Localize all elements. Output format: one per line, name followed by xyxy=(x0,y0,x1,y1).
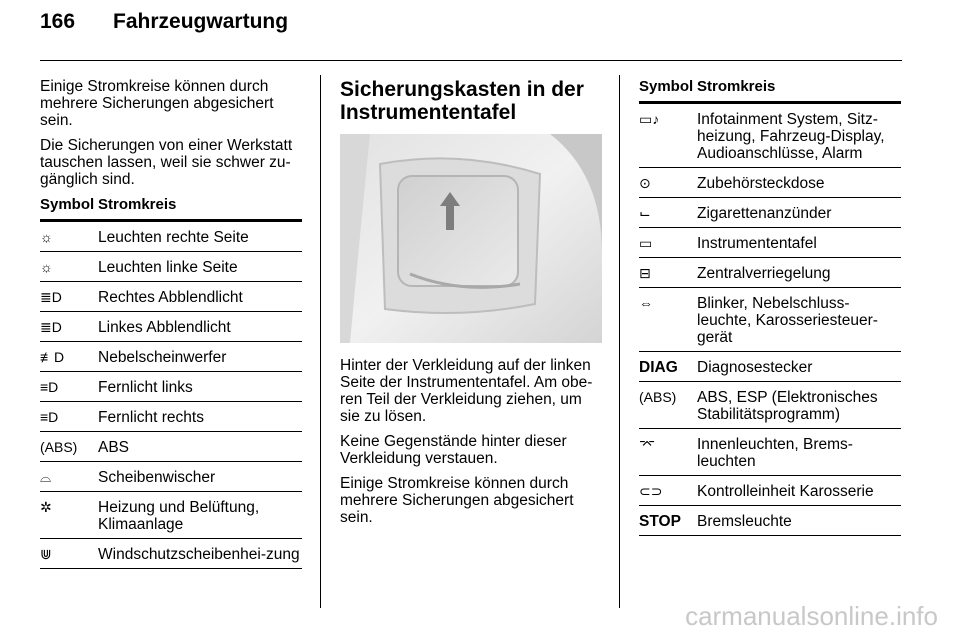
windscreen-heating-icon: ⋓ xyxy=(40,546,52,562)
circuit-label: Linkes Abblendlicht xyxy=(98,319,231,336)
intro-paragraph: Einige Stromkreise können durch mehrere Sicherungen abgesichert sein. xyxy=(40,78,274,129)
column-right xyxy=(639,78,901,536)
circuit-label: Rechtes Abblendlicht xyxy=(98,289,243,306)
circuit-label: ABS xyxy=(98,439,130,456)
circuit-label: Infotainment System, Sitz-heizung, Fahrzeug-Display, Audioanschlüsse, Alarm xyxy=(697,111,885,162)
table-row xyxy=(639,288,901,352)
circuit-label: Innenleuchten, Brems-leuchten xyxy=(697,436,853,470)
fan-icon: ✲ xyxy=(40,499,52,515)
warning-paragraph: Keine Gegenstände hinter dieser Verkleidung verstauen. xyxy=(340,433,567,467)
column-middle xyxy=(340,78,602,534)
stop-label: STOP xyxy=(639,513,681,530)
table-row xyxy=(40,402,302,432)
table-row xyxy=(639,198,901,228)
circuit-label: Kontrolleinheit Karosserie xyxy=(697,483,874,500)
fuse-table-header xyxy=(40,196,302,222)
light-left-icon: ☼ xyxy=(40,259,53,275)
circuit-label: Heizung und Belüftung, Klimaanlage xyxy=(98,499,260,533)
table-row xyxy=(639,476,901,506)
infotainment-icon: ▭♪ xyxy=(639,111,660,127)
column-left xyxy=(40,78,302,569)
circuit-label: Fernlicht links xyxy=(98,379,193,396)
table-row xyxy=(639,104,901,168)
column-header-symbol: Symbol xyxy=(639,78,694,95)
body-control-icon: ⊂⊃ xyxy=(639,483,663,499)
intro-paragraph: Die Sicherungen von einer Werkstatt tauschen lassen, weil sie schwer zu-gänglich sind. xyxy=(40,137,293,188)
table-row xyxy=(639,352,901,382)
turn-signal-icon: ⇔ xyxy=(639,295,653,311)
page-title: Fahrzeugwartung xyxy=(113,10,289,33)
table-row xyxy=(40,539,302,569)
column-header-symbol: Symbol xyxy=(40,196,95,213)
interior-light-icon: ⌤ xyxy=(639,436,656,452)
circuit-label: ABS, ESP (Elektronisches Stabilitätsprogramm) xyxy=(697,389,878,423)
column-divider xyxy=(619,75,620,608)
table-row xyxy=(639,168,901,198)
power-outlet-icon: ⊙ xyxy=(639,175,651,191)
section-heading: Sicherungskasten in der Instrumententafel xyxy=(340,78,584,124)
table-row xyxy=(639,506,901,536)
column-divider xyxy=(320,75,321,608)
table-row xyxy=(639,258,901,288)
circuit-label: Diagnosestecker xyxy=(697,359,813,376)
circuit-label: Zubehörsteckdose xyxy=(697,175,825,192)
table-row xyxy=(40,462,302,492)
circuit-label: Leuchten linke Seite xyxy=(98,259,238,276)
location-paragraph: Hinter der Verkleidung auf der linken Seite der Instrumententafel. Am obe-ren Teil der Verkleidung ziehen, um sie zu lösen. xyxy=(340,357,593,425)
circuit-label: Instrumententafel xyxy=(697,235,817,252)
table-row xyxy=(40,372,302,402)
circuit-label: Zigarettenanzünder xyxy=(697,205,832,222)
table-row xyxy=(40,282,302,312)
table-row xyxy=(639,429,901,476)
low-beam-left-icon: ≣D xyxy=(40,319,62,335)
table-row xyxy=(40,222,302,252)
circuit-label: Blinker, Nebelschluss-leuchte, Karosseriesteuer-gerät xyxy=(697,295,878,346)
table-row xyxy=(639,228,901,258)
cigarette-lighter-icon: ⌙ xyxy=(639,205,651,221)
page-number: 166 xyxy=(40,10,76,33)
table-row xyxy=(40,342,302,372)
circuit-label: Windschutzscheibenhei-zung xyxy=(98,546,300,563)
circuit-label: Fernlicht rechts xyxy=(98,409,204,426)
table-row xyxy=(639,382,901,429)
abs-icon: (ABS) xyxy=(639,389,677,405)
circuit-label: Bremsleuchte xyxy=(697,513,792,530)
table-row xyxy=(40,252,302,282)
page-header xyxy=(40,10,288,34)
low-beam-right-icon: ≣D xyxy=(40,289,62,305)
fuse-table xyxy=(40,222,302,569)
instrument-panel-icon: ▭ xyxy=(639,235,653,251)
circuit-label: Leuchten rechte Seite xyxy=(98,229,249,246)
high-beam-left-icon: ≡D xyxy=(40,379,59,395)
column-header-circuit: Stromkreis xyxy=(98,196,177,213)
light-right-icon: ☼ xyxy=(40,229,53,245)
fuse-box-cover-photo xyxy=(340,134,602,343)
diag-label: DIAG xyxy=(639,359,678,376)
fuse-box-illustration xyxy=(340,134,602,343)
wiper-icon: ⌓ xyxy=(40,469,52,485)
fuse-table xyxy=(639,104,901,536)
table-row xyxy=(40,432,302,462)
watermark: carmanualsonline.info xyxy=(685,601,938,631)
central-locking-icon: ⊟ xyxy=(639,265,651,281)
table-row xyxy=(40,492,302,539)
header-rule xyxy=(40,60,902,61)
circuit-label: Scheibenwischer xyxy=(98,469,216,486)
abs-icon: (ABS) xyxy=(40,439,78,455)
fuse-table-header xyxy=(639,78,901,104)
circuit-label: Zentralverriegelung xyxy=(697,265,831,282)
circuit-label: Nebelscheinwerfer xyxy=(98,349,227,366)
fog-light-icon: ≢D xyxy=(40,349,65,365)
note-paragraph: Einige Stromkreise können durch mehrere Sicherungen abgesichert sein. xyxy=(340,475,574,526)
column-header-circuit: Stromkreis xyxy=(697,78,776,95)
high-beam-right-icon: ≡D xyxy=(40,409,59,425)
table-row xyxy=(40,312,302,342)
